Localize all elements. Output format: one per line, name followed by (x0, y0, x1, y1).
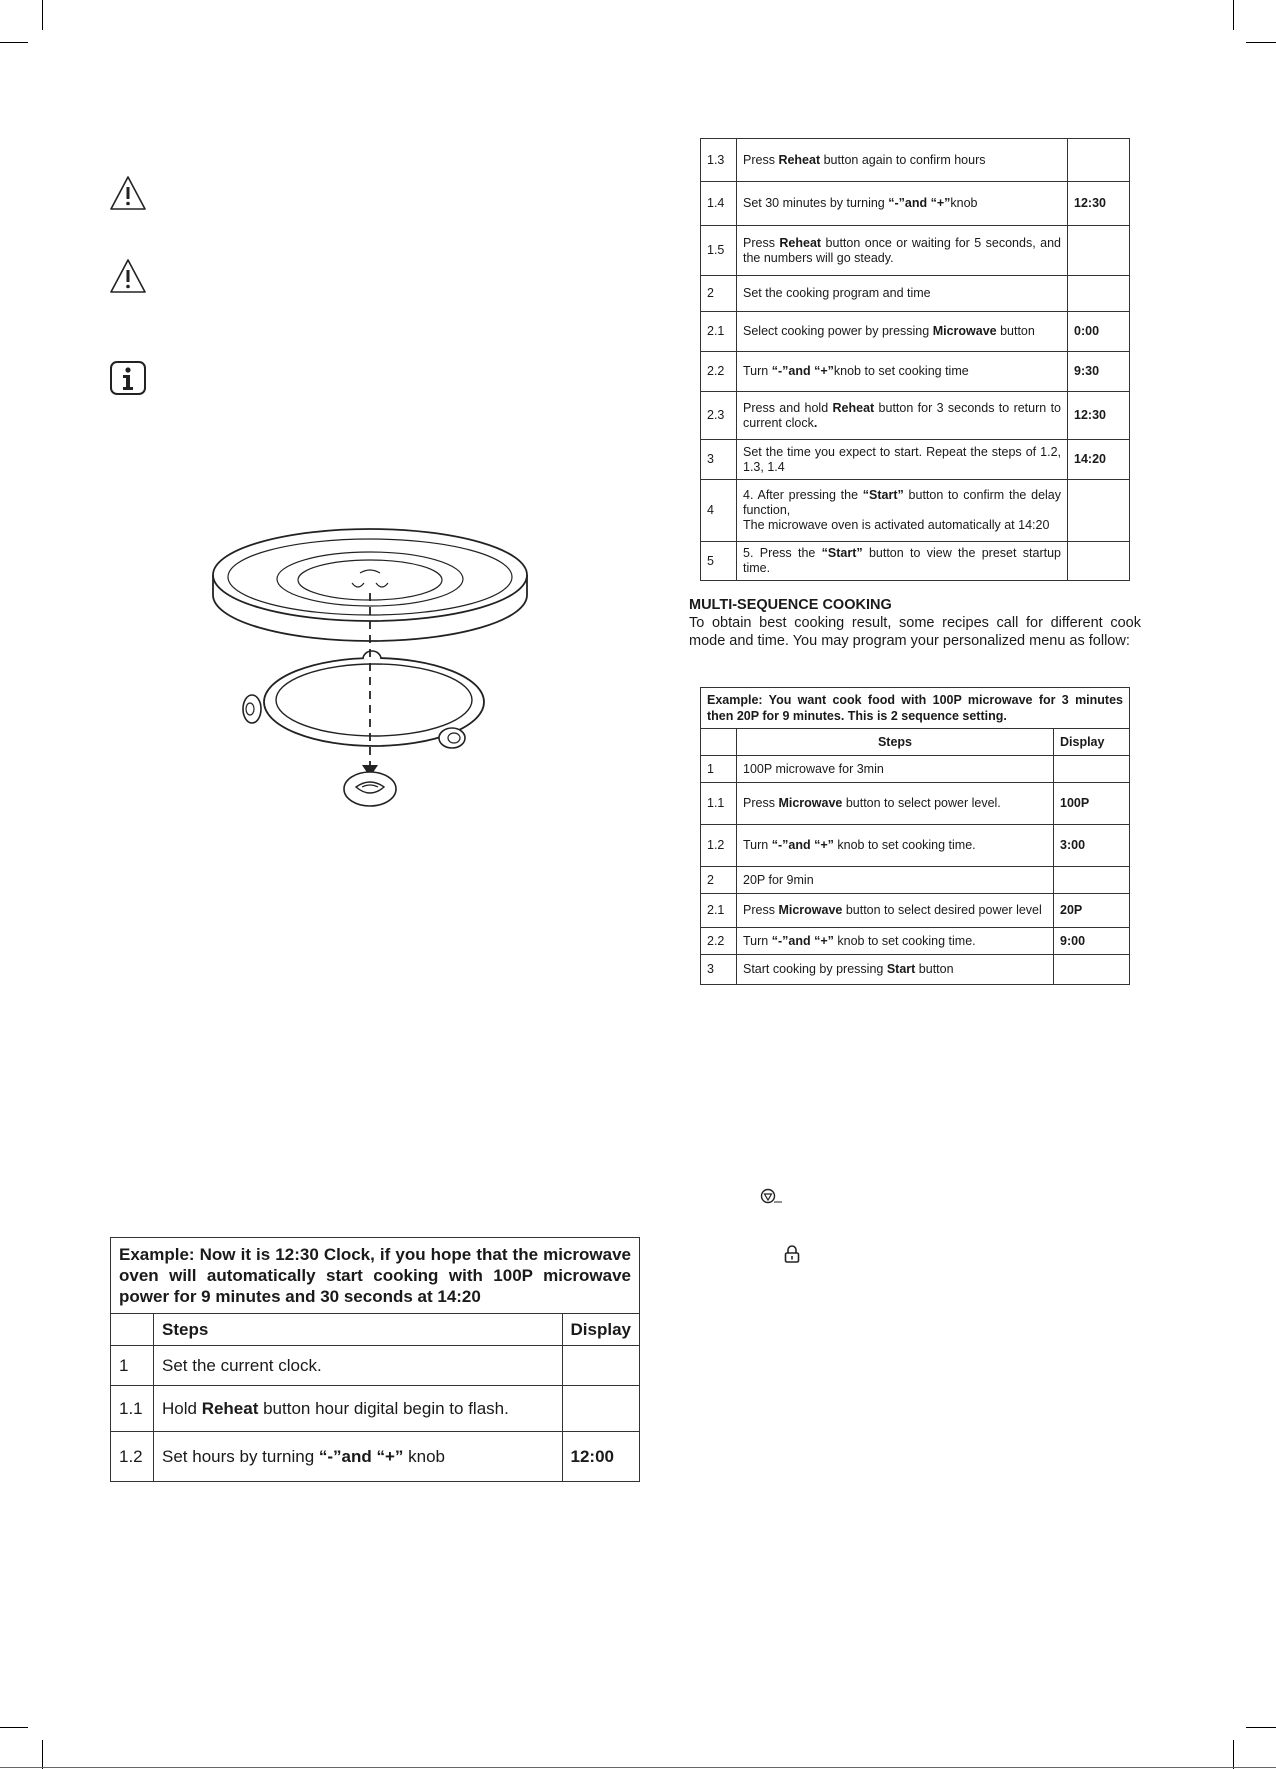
step-text: Select cooking power by pressing (743, 324, 933, 338)
step-number: 1.3 (701, 139, 737, 182)
bold-term: Microwave (778, 903, 843, 917)
warning-icon (108, 174, 148, 212)
table-cell (701, 729, 737, 756)
table-row (701, 182, 1130, 226)
step-text: button to view the preset startup time. (743, 546, 1061, 575)
step-text: 100P microwave for 3min (743, 761, 884, 776)
display-value: 9:00 (1054, 928, 1130, 955)
table-row (701, 955, 1130, 985)
bold-term: Reheat (201, 1398, 259, 1418)
step-description (737, 756, 1054, 783)
step-text: button (915, 962, 954, 976)
display-value: 14:20 (1068, 440, 1130, 480)
table-row (701, 928, 1130, 955)
step-description (737, 480, 1068, 542)
display-value: 100P (1054, 783, 1130, 825)
bold-term: . (813, 415, 818, 430)
step-number: 2.2 (701, 928, 737, 955)
crop-mark (0, 42, 28, 43)
crop-mark (42, 1740, 43, 1769)
step-text: button to select desired power level (842, 903, 1042, 917)
crop-mark (1233, 1740, 1234, 1769)
display-value (562, 1386, 639, 1432)
step-number: 1.1 (111, 1386, 154, 1432)
delay-start-table-continued (700, 138, 1130, 581)
table-row (111, 1346, 640, 1386)
bold-term: “-”and “+” (318, 1446, 404, 1466)
power-symbol-icon (760, 1188, 784, 1206)
step-number: 2.1 (701, 894, 737, 928)
table-row (701, 226, 1130, 276)
step-text: Turn (743, 838, 772, 852)
step-text: Press (743, 903, 779, 917)
display-header: Display (1054, 729, 1130, 756)
step-description (737, 312, 1068, 352)
bold-term: Reheat (778, 152, 821, 167)
table-row (701, 825, 1130, 867)
step-number: 1.1 (701, 783, 737, 825)
step-text: knob (950, 196, 978, 210)
table-row (111, 1432, 640, 1482)
step-description (737, 825, 1054, 867)
table-header: Example: Now it is 12:30 Clock, if you hope that the microwave oven will automatically start cooking with 100P microwave power for 9 minutes and 30 seconds at 14:20 (111, 1238, 640, 1314)
info-icon (109, 360, 147, 396)
step-text: knob to set cooking time (833, 364, 969, 378)
display-value (1068, 276, 1130, 312)
step-number: 2.3 (701, 392, 737, 440)
multi-sequence-table (700, 687, 1130, 985)
bold-term: Microwave (778, 796, 843, 810)
step-description (154, 1432, 563, 1482)
step-description (737, 139, 1068, 182)
step-number: 1.2 (111, 1432, 154, 1482)
crop-mark (42, 0, 43, 30)
table-row (701, 480, 1130, 542)
step-description (737, 352, 1068, 392)
bold-term: Reheat (832, 400, 875, 415)
crop-mark (1233, 0, 1234, 30)
step-text: Turn (743, 933, 772, 948)
step-number: 5 (701, 542, 737, 581)
step-number: 2.2 (701, 352, 737, 392)
table-row (701, 867, 1130, 894)
step-number: 4 (701, 480, 737, 542)
step-description (737, 392, 1068, 440)
step-text: Set the time you expect to start. Repeat the steps of 1.2, 1.3, 1.4 (743, 444, 1061, 474)
step-text: Set the current clock. (162, 1355, 322, 1375)
step-text: 5. Press the (743, 546, 822, 560)
table-row (701, 312, 1130, 352)
display-value: 12:30 (1068, 182, 1130, 226)
display-value (1068, 139, 1130, 182)
step-number: 1.4 (701, 182, 737, 226)
step-text: Hold (162, 1398, 202, 1418)
table-row (701, 352, 1130, 392)
display-value: 9:30 (1068, 352, 1130, 392)
step-text: knob to set cooking time. (833, 933, 976, 948)
table-row (701, 139, 1130, 182)
display-value (1054, 756, 1130, 783)
step-text: button to select power level. (842, 796, 1001, 810)
crop-mark (1246, 1727, 1276, 1728)
bold-term: “-”and “+” (771, 838, 834, 852)
display-value (1068, 542, 1130, 581)
step-description (737, 867, 1054, 894)
section-paragraph: To obtain best cooking result, some recipes call for different cook mode and time. You may program your personalized menu as follow: (689, 615, 1141, 649)
step-description (737, 928, 1054, 955)
table-row (701, 276, 1130, 312)
step-number: 1 (701, 756, 737, 783)
step-text: Press (743, 152, 779, 167)
step-number: 2 (701, 867, 737, 894)
step-text: button (996, 324, 1035, 338)
delay-start-example-table (110, 1237, 640, 1482)
step-text: The microwave oven is activated automatically at 14:20 (743, 518, 1050, 532)
bold-term: “Start” (862, 488, 904, 502)
section-title: MULTI-SEQUENCE COOKING (689, 597, 892, 613)
step-description (737, 894, 1054, 928)
crop-mark (1246, 42, 1276, 43)
display-value: 20P (1054, 894, 1130, 928)
lock-icon (783, 1244, 801, 1264)
step-text: Press (743, 796, 779, 810)
table-row (701, 392, 1130, 440)
display-value (1068, 480, 1130, 542)
display-value (562, 1346, 639, 1386)
step-description (737, 440, 1068, 480)
bottom-rule (0, 1767, 1276, 1768)
display-value: 3:00 (1054, 825, 1130, 867)
step-text: button hour digital begin to flash. (258, 1398, 509, 1418)
crop-mark (0, 1727, 28, 1728)
step-text: 20P for 9min (743, 872, 814, 887)
step-text: Set 30 minutes by turning (743, 196, 889, 210)
step-text: 4. After pressing the (743, 488, 863, 502)
display-header: Display (562, 1314, 639, 1346)
bold-term: “-”and “+” (888, 196, 951, 210)
table-header: Example: You want cook food with 100P microwave for 3 minutes then 20P for 9 minutes. This is 2 sequence setting. (701, 688, 1130, 729)
step-text: Press (743, 235, 780, 250)
step-number: 3 (701, 955, 737, 985)
display-value: 12:00 (562, 1432, 639, 1482)
table-row (111, 1386, 640, 1432)
warning-icon (108, 257, 148, 295)
table-row (701, 756, 1130, 783)
step-text: Turn (743, 364, 772, 378)
step-description (737, 226, 1068, 276)
table-row (701, 783, 1130, 825)
step-text: Press and hold (743, 400, 833, 415)
step-text: Start cooking by pressing (743, 962, 887, 976)
step-number: 1.5 (701, 226, 737, 276)
step-description (737, 542, 1068, 581)
step-description (737, 276, 1068, 312)
step-text: button for 3 seconds to return to current clock (743, 400, 1061, 430)
bold-term: “Start” (821, 546, 863, 560)
bold-term: “-”and “+” (771, 933, 834, 948)
step-text: Set hours by turning (162, 1446, 319, 1466)
step-description (154, 1386, 563, 1432)
step-text: Set the cooking program and time (743, 286, 931, 300)
table-row (701, 894, 1130, 928)
step-text: button to confirm the delay function, (743, 488, 1061, 517)
turntable-illustration (210, 525, 530, 815)
step-number: 2 (701, 276, 737, 312)
display-value (1068, 226, 1130, 276)
step-text: knob (403, 1446, 446, 1466)
step-description (154, 1346, 563, 1386)
steps-header: Steps (737, 729, 1054, 756)
bold-term: Microwave (932, 324, 997, 338)
table-row (701, 542, 1130, 581)
display-value: 0:00 (1068, 312, 1130, 352)
display-value: 12:30 (1068, 392, 1130, 440)
display-value (1054, 867, 1130, 894)
step-text: button once or waiting for 5 seconds, and the numbers will go steady. (743, 235, 1061, 265)
table-row (701, 440, 1130, 480)
table-cell (111, 1314, 154, 1346)
step-number: 1 (111, 1346, 154, 1386)
bold-term: Reheat (779, 235, 822, 250)
step-text: knob to set cooking time. (833, 838, 976, 852)
step-text: button again to confirm hours (820, 152, 986, 167)
step-description (737, 182, 1068, 226)
step-description (737, 955, 1054, 985)
step-number: 2.1 (701, 312, 737, 352)
display-value (1054, 955, 1130, 985)
step-description (737, 783, 1054, 825)
bold-term: Start (886, 962, 916, 976)
step-number: 3 (701, 440, 737, 480)
steps-header: Steps (154, 1314, 563, 1346)
step-number: 1.2 (701, 825, 737, 867)
bold-term: “-”and “+” (771, 364, 834, 378)
